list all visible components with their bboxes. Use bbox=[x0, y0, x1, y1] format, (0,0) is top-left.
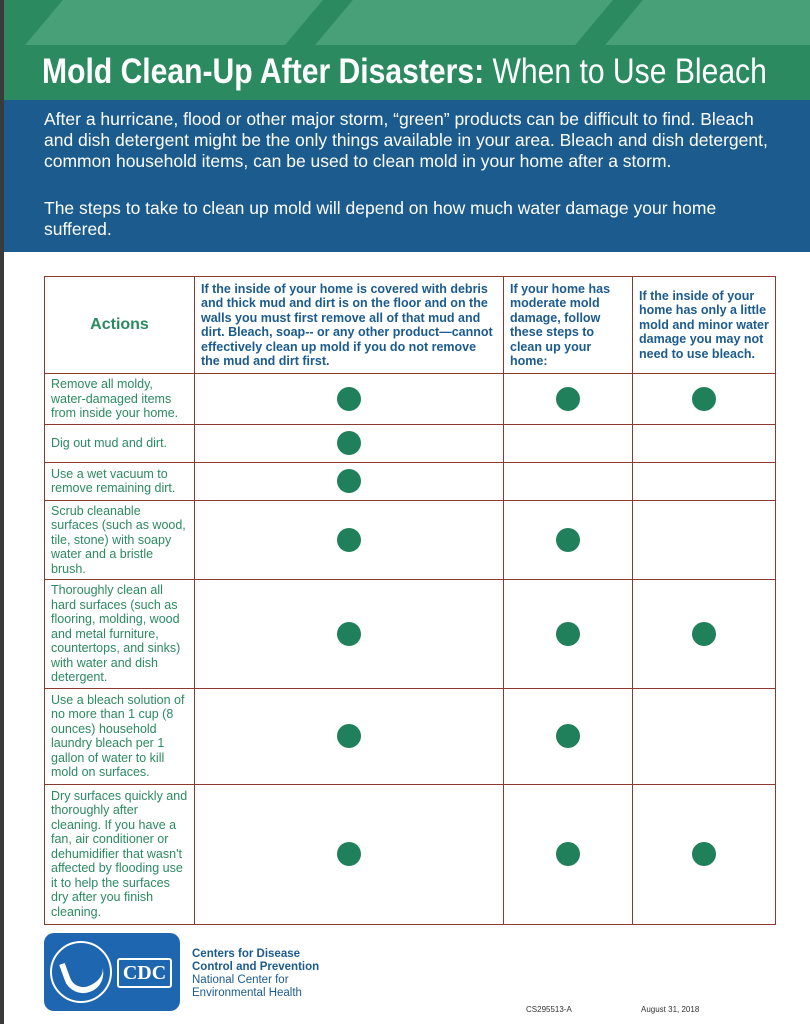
page-title bbox=[42, 52, 767, 92]
mark-cell-minor-damage bbox=[633, 580, 776, 689]
check-dot-icon bbox=[556, 387, 580, 411]
mark-cell-moderate-damage bbox=[504, 462, 633, 500]
action-cell: Dry surfaces quickly and thoroughly after cleaning. If you have a fan, air conditioner or dehumidifier that wasn't affected by flooding use it to help the surfaces dry after you finish cleaning. bbox=[45, 784, 195, 924]
intro-paragraph-1: After a hurricane, flood or other major storm, “green” products can be difficult to find. Bleach and dish detergent might be the only things available in your area. Bleach and dish detergent, common household items, can be used to clean mold in your home after a storm. bbox=[44, 109, 768, 171]
mark-cell-heavy-damage bbox=[195, 784, 504, 924]
mark-cell-minor-damage bbox=[633, 688, 776, 784]
mark-cell-heavy-damage bbox=[195, 374, 504, 425]
mark-cell-minor-damage bbox=[633, 462, 776, 500]
header-actions: Actions bbox=[45, 277, 195, 374]
document-date: August 31, 2018 bbox=[641, 1005, 700, 1014]
action-cell: Remove all moldy, water-damaged items from inside your home. bbox=[45, 374, 195, 425]
mark-cell-moderate-damage bbox=[504, 784, 633, 924]
check-dot-icon bbox=[337, 724, 361, 748]
table-header-row bbox=[45, 277, 776, 374]
mark-cell-heavy-damage bbox=[195, 462, 504, 500]
mark-cell-heavy-damage bbox=[195, 688, 504, 784]
check-dot-icon bbox=[692, 387, 716, 411]
banner-stripe bbox=[315, 0, 613, 45]
mark-cell-minor-damage bbox=[633, 424, 776, 462]
table-row bbox=[45, 688, 776, 784]
action-cell: Scrub cleanable surfaces (such as wood, tile, stone) with soapy water and a bristle brush. bbox=[45, 500, 195, 580]
mark-cell-heavy-damage bbox=[195, 500, 504, 580]
mark-cell-moderate-damage bbox=[504, 424, 633, 462]
cdc-logo-text: CDC bbox=[117, 958, 172, 988]
action-cell: Use a wet vacuum to remove remaining dirt. bbox=[45, 462, 195, 500]
action-cell: Thoroughly clean all hard surfaces (such as flooring, molding, wood and metal furniture, countertops, and sinks) with water and dish detergent. bbox=[45, 580, 195, 689]
cdc-logo bbox=[44, 933, 180, 1011]
check-dot-icon bbox=[556, 724, 580, 748]
document-code: CS295513-A bbox=[526, 1005, 572, 1014]
actions-table bbox=[44, 276, 776, 925]
table-row bbox=[45, 784, 776, 924]
table-row bbox=[45, 580, 776, 689]
check-dot-icon bbox=[556, 528, 580, 552]
check-dot-icon bbox=[337, 469, 361, 493]
mark-cell-heavy-damage bbox=[195, 580, 504, 689]
intro-paragraph-2: The steps to take to clean up mold will depend on how much water damage your home suffered. bbox=[44, 198, 717, 239]
banner-stripe bbox=[25, 0, 323, 45]
action-cell: Dig out mud and dirt. bbox=[45, 424, 195, 462]
table-row bbox=[45, 374, 776, 425]
check-dot-icon bbox=[337, 842, 361, 866]
header-moderate-damage: If your home has moderate mold damage, follow these steps to clean up your home: bbox=[504, 277, 633, 374]
mark-cell-moderate-damage bbox=[504, 374, 633, 425]
table-row bbox=[45, 424, 776, 462]
center-line-1: National Center for bbox=[192, 974, 289, 986]
check-dot-icon bbox=[692, 622, 716, 646]
page-title-bold: Mold Clean-Up After Disasters: bbox=[42, 52, 485, 91]
check-dot-icon bbox=[337, 431, 361, 455]
mark-cell-minor-damage bbox=[633, 374, 776, 425]
title-banner bbox=[4, 0, 810, 100]
check-dot-icon bbox=[337, 528, 361, 552]
mark-cell-heavy-damage bbox=[195, 424, 504, 462]
agency-name bbox=[192, 948, 392, 1000]
mark-cell-moderate-damage bbox=[504, 500, 633, 580]
mark-cell-moderate-damage bbox=[504, 688, 633, 784]
mark-cell-moderate-damage bbox=[504, 580, 633, 689]
page-title-light: When to Use Bleach bbox=[492, 52, 767, 91]
header-minor-damage: If the inside of your home has only a little mold and minor water damage you may not need to use bleach. bbox=[633, 277, 776, 374]
hhs-seal-icon bbox=[50, 941, 112, 1003]
center-line-2: Environmental Health bbox=[192, 987, 302, 999]
check-dot-icon bbox=[337, 387, 361, 411]
mark-cell-minor-damage bbox=[633, 500, 776, 580]
check-dot-icon bbox=[556, 842, 580, 866]
agency-line-2: Control and Prevention bbox=[192, 961, 320, 973]
banner-stripe bbox=[605, 0, 810, 45]
intro-panel bbox=[4, 100, 810, 252]
mark-cell-minor-damage bbox=[633, 784, 776, 924]
action-cell: Use a bleach solution of no more than 1 cup (8 ounces) household laundry bleach per 1 gallon of water to kill mold on surfaces. bbox=[45, 688, 195, 784]
agency-line-1: Centers for Disease bbox=[192, 948, 301, 960]
table-row bbox=[45, 462, 776, 500]
check-dot-icon bbox=[337, 622, 361, 646]
check-dot-icon bbox=[556, 622, 580, 646]
header-heavy-damage: If the inside of your home is covered with debris and thick mud and dirt is on the floor and on the walls you must first remove all of that mud and dirt. Bleach, soap-- or any other product—cannot effectively clean up mold if you do not remove the mud and dirt first. bbox=[195, 277, 504, 374]
table-row bbox=[45, 500, 776, 580]
check-dot-icon bbox=[692, 842, 716, 866]
